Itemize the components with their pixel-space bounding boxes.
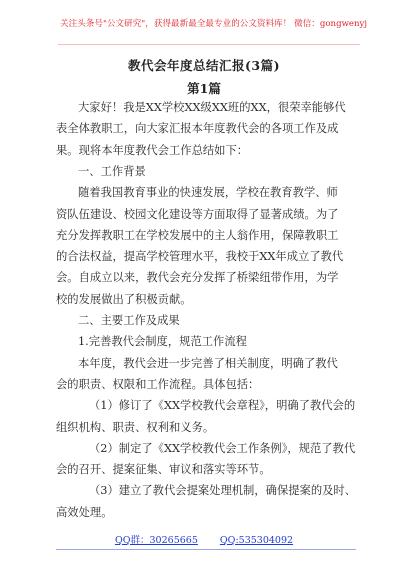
qq-contact-link[interactable]: QQ:535304092 — [219, 535, 294, 546]
heading-line: 二、主要工作及成果 — [78, 314, 180, 327]
heading-line: 一、工作背景 — [78, 164, 146, 178]
body-line: 本年度，教代会进一步完善了相关制度，明确了教代 — [78, 356, 338, 370]
list-item-line: （2）制定了《XX学校教代会工作条例》，规范了教代 — [89, 441, 356, 455]
body-line: 资队伍建设、校园文化建设等方面取得了显著成绩。为了 — [56, 207, 339, 221]
promo-banner-text: 关注头条号"公文研究"，获得最新最全最专业的公文资料库！ 微信：gongwenyj — [60, 19, 368, 29]
body-line: 组织机构、职责、权利和义务。 — [56, 420, 215, 434]
body-line: 表全体教职工，向大家汇报本年度教代会的各项工作及成 — [56, 122, 339, 136]
banner-divider — [58, 44, 360, 45]
list-item-line: （1）修订了《XX学校教代会章程》，明确了教代会的 — [89, 399, 356, 413]
document-title: 教代会年度总结汇报(3篇) — [127, 58, 281, 73]
body-line: 大家好！我是XX学校XX级XX班的XX，很荣幸能够代 — [78, 101, 346, 114]
footer-contact — [0, 535, 408, 547]
body-line: 的合法权益，提高学校管理水平，我校于XX年成立了教代 — [56, 250, 344, 264]
section-heading: 第1篇 — [187, 81, 221, 96]
footer-divider — [56, 549, 356, 550]
body-line: 果。现将本年度教代会工作总结如下： — [56, 143, 249, 157]
body-line: 充分发挥教职工在学校发展中的主人翁作用，保障教职工 — [56, 228, 339, 242]
body-line: 高效处理。 — [56, 505, 113, 519]
body-line: 随着我国教育事业的快速发展，学校在教育教学、师 — [78, 186, 338, 200]
qq-group-link[interactable]: QQ群：30265665 — [114, 535, 198, 546]
promo-banner — [60, 19, 368, 30]
body-line: 会的职责、权限和工作流程。具体包括： — [56, 377, 260, 391]
body-line: 校的发展做出了积极贡献。 — [56, 292, 192, 306]
list-item-line: （3）建立了教代会提案处理机制，确保提案的及时、 — [89, 484, 356, 498]
body-line: 会。自成立以来，教代会充分发挥了桥梁纽带作用，为学 — [56, 271, 339, 285]
subheading-line: 1.完善教代会制度，规范工作流程 — [78, 335, 247, 349]
body-line: 会的召开、提案征集、审议和落实等环节。 — [56, 463, 271, 477]
